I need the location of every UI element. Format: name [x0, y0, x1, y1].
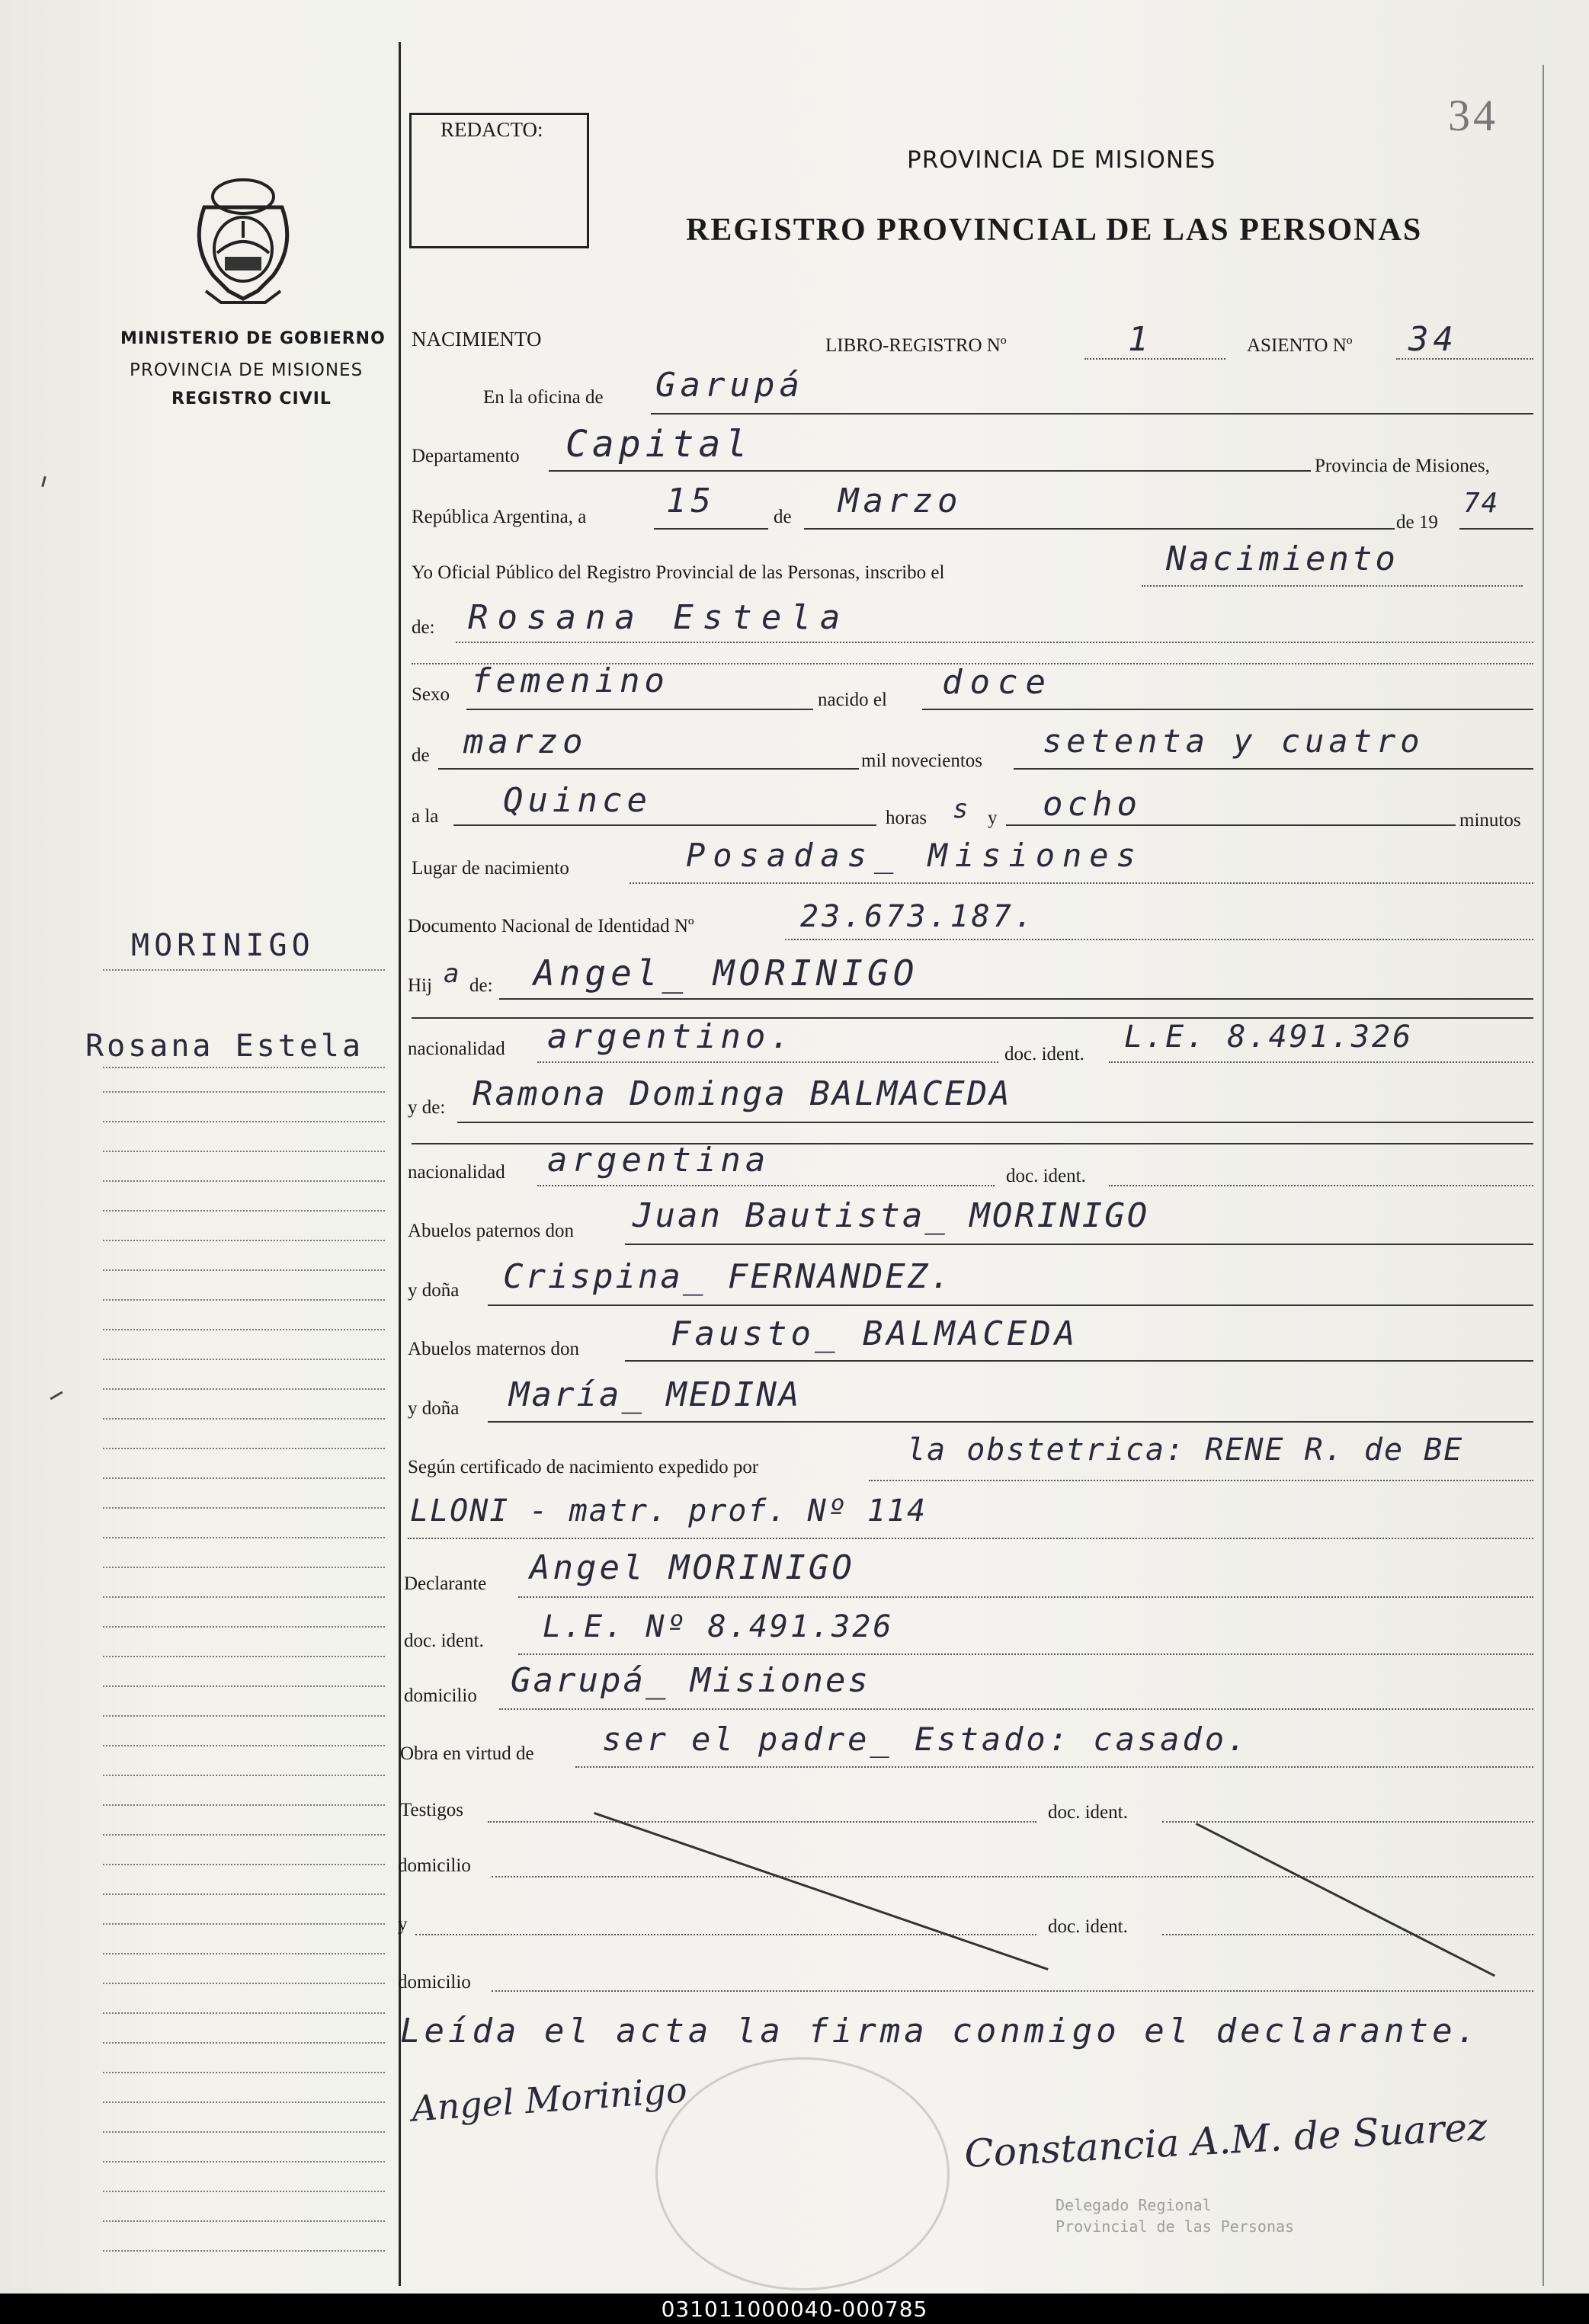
madre-value: Ramona Dominga BALMACEDA — [473, 1074, 1012, 1113]
mes-nac-line — [438, 768, 859, 770]
official-stamp-text — [1056, 2194, 1294, 2237]
padre-docident-label: doc. ident. — [1004, 1044, 1084, 1064]
margin-line — [103, 1507, 385, 1509]
margin-line — [103, 1151, 385, 1152]
abuelo-mat-value: Fausto_ BALMACEDA — [671, 1314, 1079, 1353]
dia-line — [654, 528, 768, 530]
declarante-value: Angel MORINIGO — [530, 1548, 855, 1587]
margin-line — [103, 1180, 385, 1182]
departamento-value: Capital — [565, 423, 752, 466]
testigos-line — [488, 1821, 1036, 1823]
registry-title: REGISTRO PROVINCIAL DE LAS PERSONAS — [686, 213, 1423, 248]
margin-line — [103, 1567, 385, 1568]
right-rule — [1543, 65, 1544, 2286]
margin-line — [103, 1121, 385, 1122]
margin-line — [103, 2191, 385, 2192]
sexo-line — [466, 709, 813, 710]
obra-line — [575, 1766, 1533, 1768]
margin-line — [103, 2072, 385, 2073]
hijo-de-label: de: — [469, 975, 493, 996]
nacido-label: nacido el — [818, 690, 887, 710]
nombre-value: Rosana Estela — [468, 598, 850, 637]
oficina-label: En la oficina de — [483, 387, 604, 408]
madre-nac-line — [537, 1185, 995, 1186]
official-stamp — [655, 2057, 950, 2290]
mes-nac-value: marzo — [463, 722, 588, 761]
padre-line-1 — [499, 998, 1533, 1000]
departamento-label: Departamento — [412, 446, 520, 466]
testigo2-docident-label: doc. ident. — [1048, 1916, 1128, 1937]
margin-line — [103, 1091, 385, 1093]
margin-line — [103, 1953, 385, 1954]
margin-line — [103, 1834, 385, 1836]
padre-doc-value: L.E. 8.491.326 — [1124, 1020, 1414, 1055]
margin-line — [103, 1477, 385, 1479]
anio-value: 74 — [1463, 488, 1500, 519]
margin-line — [103, 969, 385, 971]
nacido-value: doce — [942, 663, 1053, 702]
dni-line — [785, 939, 1533, 940]
dia-value: 15 — [666, 482, 716, 520]
footer-code: 031011000040-000785 — [661, 2297, 928, 2322]
mil-label: mil novecientos — [861, 751, 982, 771]
oficina-line — [651, 413, 1533, 415]
provincia-suffix: Provincia de Misiones, — [1315, 456, 1490, 476]
oficial-value: Nacimiento — [1166, 539, 1398, 578]
nacido-line — [922, 709, 1533, 710]
ala-label: a la — [412, 806, 439, 827]
domicilio-line — [499, 1708, 1533, 1710]
margin-line — [103, 1745, 385, 1746]
hora-line — [453, 824, 876, 826]
signature-declarante: Angel Morinigo — [410, 2069, 689, 2130]
margin-line — [103, 1299, 385, 1301]
ydona-mat-label: y doña — [408, 1398, 460, 1419]
margin-line — [103, 1685, 385, 1687]
madre-nac-value: argentina — [547, 1141, 770, 1180]
margin-line — [103, 1596, 385, 1598]
stamp-line-2: Provincial de las Personas — [1056, 2217, 1295, 2236]
margin-line — [103, 1923, 385, 1925]
domicilio-label: domicilio — [404, 1685, 477, 1706]
margin-surname: MORINIGO — [131, 928, 315, 963]
asiento-label: ASIENTO Nº — [1247, 335, 1353, 356]
madre-line-1 — [457, 1122, 1533, 1123]
coat-of-arms-icon — [191, 177, 296, 306]
departamento-line — [549, 470, 1311, 472]
abuelo-pat-value: Juan Bautista_ MORINIGO — [633, 1196, 1150, 1235]
anio-label: de 19 — [1396, 512, 1438, 533]
declarante-docident-label: doc. ident. — [404, 1631, 484, 1651]
province-title: PROVINCIA DE MISIONES — [907, 146, 1216, 174]
declarante-doc-line — [518, 1653, 1533, 1655]
declarante-line — [518, 1596, 1533, 1598]
declarante-doc-value: L.E. Nº 8.491.326 — [543, 1609, 894, 1644]
madre-doc-line — [1109, 1185, 1533, 1186]
padre-nac-value: argentino. — [547, 1017, 795, 1056]
lugar-line — [630, 882, 1533, 884]
certificado-line-1 — [869, 1480, 1533, 1481]
declarante-label: Declarante — [404, 1573, 487, 1594]
margin-line — [103, 2161, 385, 2162]
padre-nac-line — [537, 1061, 998, 1063]
abuelos-mat-label: Abuelos maternos don — [408, 1339, 579, 1359]
dni-value: 23.673.187. — [800, 899, 1036, 934]
certificado-label: Según certificado de nacimiento expedido por — [408, 1457, 759, 1477]
certificado-line-2 — [408, 1538, 1533, 1539]
redacto-box — [409, 113, 589, 248]
obra-value: ser el padre_ Estado: casado. — [602, 1721, 1250, 1758]
margin-line — [103, 1775, 385, 1776]
margin-line — [103, 2012, 385, 2014]
nacimiento-title: NACIMIENTO — [412, 328, 542, 351]
margin-line — [103, 1388, 385, 1390]
minutos-label: minutos — [1459, 810, 1521, 831]
republica-label: República Argentina, a — [412, 507, 587, 527]
oficial-text: Yo Oficial Público del Registro Provincial de las Personas, inscribo el — [412, 562, 945, 583]
de2-label: de — [412, 745, 430, 766]
margin-line — [103, 1418, 385, 1420]
abuela-mat-value: María_ MEDINA — [509, 1375, 802, 1414]
margin-line — [103, 1537, 385, 1538]
margin-line — [103, 2250, 385, 2252]
minutos-value: ocho — [1043, 785, 1142, 824]
certificado-value-2: LLONI - matr. prof. Nº 114 — [410, 1493, 927, 1529]
yde-label: y de: — [408, 1097, 446, 1118]
province-line: PROVINCIA DE MISIONES — [130, 360, 364, 380]
redacto-label: REDACTO: — [440, 118, 543, 141]
margin-line — [103, 1626, 385, 1628]
registry-civil-line: REGISTRO CIVIL — [171, 389, 332, 408]
sexo-value: femenino — [471, 661, 669, 700]
margin-line — [103, 2131, 385, 2133]
certificado-value-1: la obstetrica: RENE R. de BE — [907, 1432, 1464, 1468]
nacionalidad-label: nacionalidad — [408, 1039, 505, 1059]
testigos-label: Testigos — [400, 1800, 463, 1820]
margin-line — [103, 2102, 385, 2103]
mes-line — [804, 528, 1395, 530]
margin-tick — [41, 476, 46, 487]
ministry-line: MINISTERIO DE GOBIERNO — [120, 329, 386, 348]
anio-line — [1459, 528, 1533, 530]
y-label: y — [988, 808, 998, 828]
margin-line — [103, 1359, 385, 1360]
margin-line — [103, 1448, 385, 1449]
testigo1-domicilio-line — [492, 1876, 1533, 1877]
libro-label: LIBRO-REGISTRO Nº — [825, 335, 1007, 356]
margin-given-name: Rosana Estela — [85, 1029, 364, 1064]
margin-line — [103, 1715, 385, 1717]
libro-value: 1 — [1128, 320, 1153, 359]
libro-line — [1084, 358, 1225, 360]
dni-label: Documento Nacional de Identidad Nº — [408, 916, 694, 936]
asiento-value: 34 — [1408, 320, 1458, 359]
footer-bar — [0, 2294, 1589, 2324]
abuela-pat-line — [488, 1304, 1533, 1306]
horas-value: s — [953, 794, 973, 824]
margin-line — [103, 1067, 385, 1068]
ydona-pat-label: y doña — [408, 1280, 460, 1301]
anio-nac-value: setenta y cuatro — [1043, 722, 1424, 760]
margin-line — [103, 1893, 385, 1895]
abuelo-mat-line — [625, 1360, 1533, 1362]
mes-value: Marzo — [838, 482, 963, 520]
domicilio-value: Garupá_ Misiones — [511, 1661, 870, 1700]
lugar-value: Posadas_ Misiones — [686, 837, 1143, 874]
margin-line — [103, 1329, 385, 1330]
madre-docident-label: doc. ident. — [1006, 1166, 1086, 1186]
testigo1-doc-line — [1162, 1821, 1533, 1823]
testigo2-domicilio-label: domicilio — [398, 1972, 471, 1993]
closing-text: Leída el acta la firma conmigo el declarante. — [400, 2012, 1481, 2050]
margin-line — [103, 2042, 385, 2044]
margin-line — [103, 1656, 385, 1657]
abuelo-pat-line — [625, 1244, 1533, 1245]
abuelos-pat-label: Abuelos paternos don — [408, 1221, 575, 1241]
margin-line — [103, 1210, 385, 1212]
anio-nac-line — [1014, 768, 1533, 770]
oficial-line — [1142, 585, 1523, 587]
minutos-line — [1006, 824, 1456, 826]
margin-line — [103, 2220, 385, 2222]
nombre-line-1 — [456, 642, 1533, 643]
padre-value: Angel_ MORINIGO — [533, 952, 919, 994]
de-colon-label: de: — [412, 617, 435, 638]
margin-line — [103, 1864, 385, 1865]
y-testigo-label: y — [398, 1914, 408, 1935]
strike-line-right — [1196, 1823, 1495, 1977]
testigo2-doc-line — [1162, 1934, 1533, 1935]
hora-value: Quince — [503, 781, 652, 820]
margin-line — [103, 1269, 385, 1271]
horas-label: horas — [886, 808, 927, 828]
abuela-pat-value: Crispina_ FERNANDEZ. — [503, 1257, 953, 1296]
testigo1-docident-label: doc. ident. — [1048, 1802, 1128, 1823]
signature-oficial: Constancia A.M. de Suarez — [963, 2105, 1488, 2176]
margin-rule — [399, 42, 401, 2286]
strike-line-left — [594, 1812, 1049, 1970]
testigo1-domicilio-label: domicilio — [398, 1855, 471, 1876]
oficina-value: Garupá — [655, 366, 804, 405]
madre-nacionalidad-label: nacionalidad — [408, 1162, 505, 1183]
de-label: de — [774, 507, 792, 527]
lugar-label: Lugar de nacimiento — [412, 858, 569, 879]
margin-line — [103, 1983, 385, 1984]
margin-line — [103, 1804, 385, 1806]
page-number: 34 — [1448, 91, 1498, 140]
stamp-line-1: Delegado Regional — [1056, 2196, 1212, 2214]
hijo-label: Hij — [408, 975, 432, 996]
obra-label: Obra en virtud de — [400, 1743, 534, 1764]
sexo-label: Sexo — [412, 684, 450, 705]
hijo-suffix: a — [444, 959, 464, 989]
margin-checkmark — [50, 1391, 62, 1400]
margin-line — [103, 1240, 385, 1241]
testigo2-domicilio-line — [492, 1990, 1533, 1992]
abuela-mat-line — [488, 1421, 1533, 1423]
padre-doc-line — [1109, 1061, 1533, 1063]
